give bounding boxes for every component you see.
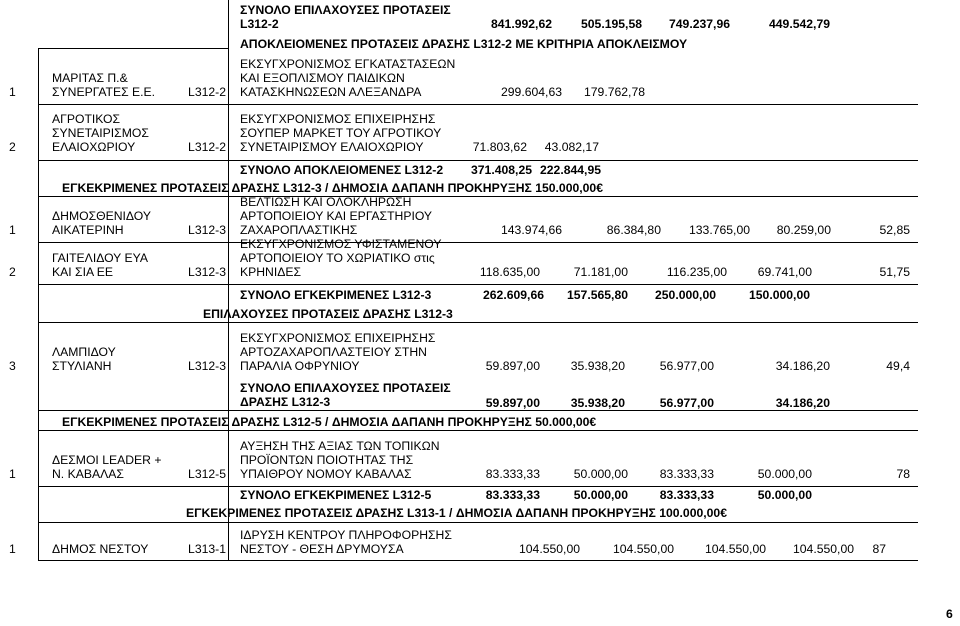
row-number: 1 (9, 223, 16, 237)
grid-line (38, 284, 918, 285)
beneficiary-name: ΛΑΜΠΙΔΟΥ ΣΤΥΛΙΑΝΗ (52, 345, 116, 373)
project-description: ΕΚΣΥΓΧΡΟΝΙΣΜΟΣ ΕΠΙΧΕΙΡΗΣΗΣ ΑΡΤΟΖΑΧΑΡΟΠΛΑΣΤΕΙΟΥ ΣΤΗΝ ΠΑΡΑΛΙΑ ΟΦΡΥΝΙΟΥ (240, 331, 436, 373)
score-cell: 52,85 (879, 223, 910, 237)
score-cell: 87 (872, 542, 886, 556)
project-description: ΕΚΣΥΓΧΡΟΝΙΣΜΟΣ ΕΓΚΑΤΑΣΤΑΣΕΩΝ ΚΑΙ ΕΞΟΠΛΙΣΜΟΥ ΠΑΙΔΙΚΩΝ ΚΑΤΑΣΚΗΝΩΣΕΩΝ ΑΛΕΞΑΝΔΡΑ (240, 57, 456, 99)
value-cell: 59.897,00 (485, 396, 540, 410)
measure-code: L313-1 (188, 542, 226, 556)
grid-line (38, 242, 918, 243)
beneficiary-name: ΜΑΡΙΤΑΣ Π.& ΣΥΝΕΡΓΑΤΕΣ Ε.Ε. (52, 71, 156, 99)
grid-line (38, 196, 918, 197)
row-description: ΣΥΝΟΛΟ ΕΠΙΛΑΧΟΥΣΕΣ ΠΡΟΤΑΣΕΙΣ L312-2 (240, 3, 451, 31)
grid-line (38, 322, 918, 323)
value-cell: 150.000,00 (749, 288, 810, 302)
value-cell: 250.000,00 (655, 288, 716, 302)
score-cell: 51,75 (879, 265, 910, 279)
grid-line (38, 104, 918, 105)
measure-code: L312-2 (188, 85, 226, 99)
section-header: ΕΠΙΛΑΧΟΥΣΕΣ ΠΡΟΤΑΣΕΙΣ ΔΡΑΣΗΣ L312-3 (203, 307, 453, 321)
value-cell: 104.550,00 (613, 542, 674, 556)
score-cell: 78 (896, 467, 910, 481)
value-cell: 56.977,00 (659, 396, 714, 410)
beneficiary-name: ΔΗΜΟΣΘΕΝΙΔΟΥ ΑΙΚΑΤΕΡΙΝΗ (52, 209, 152, 237)
value-cell: 35.938,20 (570, 359, 625, 373)
grid-line (228, 0, 229, 560)
project-description: ΕΚΣΥΓΧΡΟΝΙΣΜΟΣ ΥΦΙΣΤΑΜΕΝΟΥ ΑΡΤΟΠΟΙΕΙΟΥ ΤΟ ΧΩΡΙΑΤΙΚΟ στις ΚΡΗΝΙΔΕΣ (240, 237, 442, 279)
beneficiary-name: ΑΓΡΟΤΙΚΟΣ ΣΥΝΕΤΑΙΡΙΣΜΟΣ ΕΛΑΙΟΧΩΡΙΟΥ (52, 112, 149, 154)
value-cell: 35.938,20 (570, 396, 625, 410)
value-cell: 841.992,62 (491, 17, 552, 31)
value-cell: 104.550,00 (793, 542, 854, 556)
value-cell: 83.333,33 (659, 488, 714, 502)
measure-code: L312-2 (188, 140, 226, 154)
score-cell: 49,4 (886, 359, 910, 373)
section-header: ΕΓΚΕΚΡΙΜΕΝΕΣ ΠΡΟΤΑΣΕΙΣ ΔΡΑΣΗΣ L312-5 / ΔΗΜΟΣΙΑ ΔΑΠΑΝΗ ΠΡΟΚΗΡΥΞΗΣ 50.000,00€ (62, 415, 597, 429)
value-cell: 83.333,33 (485, 488, 540, 502)
value-cell: 50.000,00 (757, 467, 812, 481)
value-cell: 43.082,17 (544, 140, 599, 154)
measure-code: L312-3 (188, 359, 226, 373)
project-description: ΙΔΡΥΣΗ ΚΕΝΤΡΟΥ ΠΛΗΡΟΦΟΡΗΣΗΣ ΝΕΣΤΟΥ - ΘΕΣΗ ΔΡΥΜΟΥΣΑ (240, 528, 452, 556)
grid-line (38, 410, 918, 411)
value-cell: 83.333,33 (659, 467, 714, 481)
value-cell: 157.565,80 (567, 288, 628, 302)
row-number: 2 (9, 140, 16, 154)
value-cell: 179.762,78 (584, 85, 645, 99)
section-header: ΑΠΟΚΛΕΙΟΜΕΝΕΣ ΠΡΟΤΑΣΕΙΣ ΔΡΑΣΗΣ L312-2 ΜΕ ΚΡΙΤΗΡΙΑ ΑΠΟΚΛΕΙΣΜΟΥ (240, 37, 688, 51)
grid-line (38, 48, 228, 49)
value-cell: 371.408,25 (471, 163, 532, 177)
row-description: ΣΥΝΟΛΟ ΕΠΙΛΑΧΟΥΣΕΣ ΠΡΟΤΑΣΕΙΣ ΔΡΑΣΗΣ L312-3 (240, 381, 451, 409)
grid-line (38, 430, 918, 431)
value-cell: 59.897,00 (485, 359, 540, 373)
value-cell: 71.803,62 (472, 140, 527, 154)
value-cell: 505.195,58 (581, 17, 642, 31)
value-cell: 104.550,00 (519, 542, 580, 556)
value-cell: 222.844,95 (540, 163, 601, 177)
value-cell: 749.237,96 (669, 17, 730, 31)
grid-line (38, 486, 918, 487)
value-cell: 56.977,00 (659, 359, 714, 373)
value-cell: 262.609,66 (483, 288, 544, 302)
value-cell: 34.186,20 (775, 359, 830, 373)
row-number: 3 (9, 359, 16, 373)
row-number: 1 (9, 85, 16, 99)
measure-code: L312-3 (188, 265, 226, 279)
beneficiary-name: ΔΗΜΟΣ ΝΕΣΤΟΥ (52, 542, 149, 556)
value-cell: 118.635,00 (479, 265, 540, 279)
value-cell: 83.333,33 (485, 467, 540, 481)
value-cell: 71.181,00 (573, 265, 628, 279)
page-number: 6 (946, 607, 953, 621)
value-cell: 34.186,20 (775, 396, 830, 410)
value-cell: 299.604,63 (501, 85, 562, 99)
value-cell: 86.384,80 (606, 223, 661, 237)
value-cell: 69.741,00 (757, 265, 812, 279)
project-description: ΑΥΞΗΣΗ ΤΗΣ ΑΞΙΑΣ ΤΩΝ ΤΟΠΙΚΩΝ ΠΡΟΪΟΝΤΩΝ ΠΟΙΟΤΗΤΑΣ ΤΗΣ ΥΠΑΙΘΡΟΥ ΝΟΜΟΥ ΚΑΒΑΛΑΣ (240, 439, 440, 481)
row-description: ΣΥΝΟΛΟ ΕΓΚΕΚΡΙΜΕΝΕΣ L312-3 (240, 288, 432, 302)
value-cell: 50.000,00 (573, 488, 628, 502)
value-cell: 50.000,00 (757, 488, 812, 502)
beneficiary-name: ΓΑΙΤΕΛΙΔΟΥ ΕΥΑ ΚΑΙ ΣΙΑ ΕΕ (52, 251, 148, 279)
section-header: ΕΓΚΕΚΡΙΜΕΝΕΣ ΠΡΟΤΑΣΕΙΣ ΔΡΑΣΗΣ L313-1 / ΔΗΜΟΣΙΑ ΔΑΠΑΝΗ ΠΡΟΚΗΡΥΞΗΣ 100.000,00€ (186, 506, 727, 520)
row-description: ΣΥΝΟΛΟ ΕΓΚΕΚΡΙΜΕΝΕΣ L312-5 (240, 488, 432, 502)
row-number: 2 (9, 265, 16, 279)
value-cell: 116.235,00 (666, 265, 727, 279)
row-number: 1 (9, 542, 16, 556)
value-cell: 449.542,79 (769, 17, 830, 31)
value-cell: 143.974,66 (501, 223, 562, 237)
row-description: ΣΥΝΟΛΟ ΑΠΟΚΛΕΙΟΜΕΝΕΣ L312-2 (240, 163, 444, 177)
value-cell: 104.550,00 (705, 542, 766, 556)
value-cell: 133.765,00 (689, 223, 750, 237)
measure-code: L312-3 (188, 223, 226, 237)
grid-line (38, 160, 918, 161)
value-cell: 50.000,00 (573, 467, 628, 481)
row-number: 1 (9, 467, 16, 481)
grid-line (38, 48, 39, 560)
project-description: ΒΕΛΤΙΩΣΗ ΚΑΙ ΟΛΟΚΛΗΡΩΣΗ ΑΡΤΟΠΟΙΕΙΟΥ ΚΑΙ ΕΡΓΑΣΤΗΡΙΟΥ ΖΑΧΑΡΟΠΛΑΣΤΙΚΗΣ (240, 195, 433, 237)
grid-line (38, 560, 918, 561)
project-description: ΕΚΣΥΓΧΡΟΝΙΣΜΟΣ ΕΠΙΧΕΙΡΗΣΗΣ ΣΟΥΠΕΡ ΜΑΡΚΕΤ ΤΟΥ ΑΓΡΟΤΙΚΟΥ ΣΥΝΕΤΑΙΡΙΣΜΟΥ ΕΛΑΙΟΧΩΡΙΟΥ (240, 112, 442, 154)
section-header: ΕΓΚΕΚΡΙΜΕΝΕΣ ΠΡΟΤΑΣΕΙΣ ΔΡΑΣΗΣ L312-3 / ΔΗΜΟΣΙΑ ΔΑΠΑΝΗ ΠΡΟΚΗΡΥΞΗΣ 150.000,00€ (62, 181, 603, 195)
beneficiary-name: ΔΕΣΜΟΙ LEADER + Ν. ΚΑΒΑΛΑΣ (52, 453, 162, 481)
grid-line (38, 522, 918, 523)
value-cell: 80.259,00 (776, 223, 831, 237)
measure-code: L312-5 (188, 467, 226, 481)
